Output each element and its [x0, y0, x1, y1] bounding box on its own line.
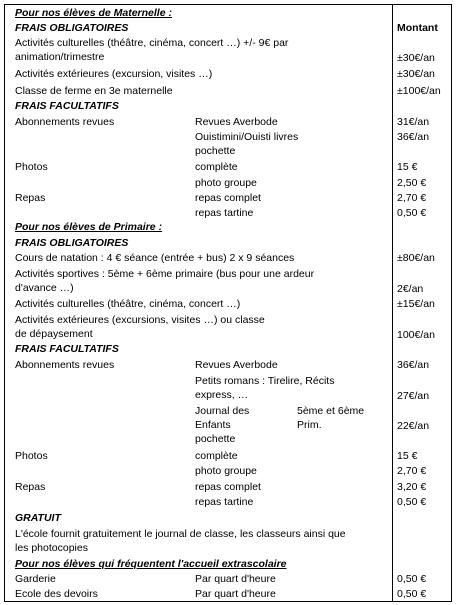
primaire-exterieures: Activités extérieures (excursions, visites …) ou classe	[15, 314, 265, 326]
maternelle-revue-averbode-amount: 31€/an	[397, 116, 430, 128]
maternelle-photo-complete-amount: 15 €	[397, 161, 418, 173]
primaire-obligatoires-title: FRAIS OBLIGATOIRES	[15, 237, 129, 249]
gratuit-title: GRATUIT	[15, 512, 61, 524]
maternelle-exterieures: Activités extérieures (excursion, visites …)	[15, 68, 213, 80]
primaire-revue-journal-pochette: pochette	[195, 433, 236, 445]
primaire-facultatifs-title: FRAIS FACULTATIFS	[15, 343, 119, 355]
montant-header: Montant	[397, 22, 438, 34]
primaire-photos: Photos	[15, 450, 48, 462]
maternelle-obligatoires-title: FRAIS OBLIGATOIRES	[15, 22, 129, 34]
primaire-revue-romans-amount: 27€/an	[397, 390, 430, 402]
maternelle-revue-ouistimini: Ouistimini/Ouisti livres	[195, 131, 299, 143]
primaire-repas-complet: repas complet	[195, 481, 261, 493]
maternelle-abonnements: Abonnements revues	[15, 116, 115, 128]
primaire-repas-complet-amount: 3,20 €	[397, 481, 427, 493]
maternelle-revue-averbode: Revues Averbode	[195, 116, 278, 128]
primaire-revue-journal-amount: 22€/an	[397, 420, 430, 432]
primaire-sportives: Activités sportives : 5ème + 6ème primaire (bus pour une ardeur	[15, 268, 315, 280]
maternelle-ferme-amount: ±100€/an	[397, 85, 441, 97]
maternelle-photo-groupe: photo groupe	[195, 177, 257, 189]
primaire-culturelles-amount: ±15€/an	[397, 298, 435, 310]
primaire-photo-complete-amount: 15 €	[397, 450, 418, 462]
primaire-exterieures-cont: de dépaysement	[15, 328, 93, 340]
maternelle-title: Pour nos élèves de Maternelle :	[15, 7, 172, 19]
amount-column-divider	[392, 5, 393, 601]
garderie-rate: Par quart d'heure	[195, 573, 276, 585]
primaire-revue-journal: Journal des	[195, 405, 250, 417]
maternelle-revue-ouistimini-cont: pochette	[195, 145, 236, 157]
maternelle-photos: Photos	[15, 161, 48, 173]
primaire-title: Pour nos élèves de Primaire :	[15, 221, 163, 233]
maternelle-repas-tartine-amount: 0,50 €	[397, 207, 427, 219]
maternelle-ferme: Classe de ferme en 3e maternelle	[15, 85, 173, 97]
primaire-revue-journal-note-cont: Prim.	[297, 419, 322, 431]
primaire-sportives-amount: 2€/an	[397, 283, 424, 295]
primaire-revue-averbode: Revues Averbode	[195, 359, 278, 371]
primaire-repas-tartine: repas tartine	[195, 496, 254, 508]
maternelle-facultatifs-title: FRAIS FACULTATIFS	[15, 100, 119, 112]
devoirs-rate: Par quart d'heure	[195, 588, 276, 600]
gratuit-text: L'école fournit gratuitement le journal de classe, les classeurs ainsi que	[15, 528, 346, 540]
primaire-photo-groupe: photo groupe	[195, 465, 257, 477]
garderie-label: Garderie	[15, 573, 56, 585]
primaire-abonnements: Abonnements revues	[15, 359, 115, 371]
extrascolaire-title: Pour nos élèves qui fréquentent l'accueil extrascolaire	[15, 558, 287, 570]
maternelle-repas-tartine: repas tartine	[195, 207, 254, 219]
primaire-natation-amount: ±80€/an	[397, 252, 435, 264]
primaire-repas-tartine-amount: 0,50 €	[397, 496, 427, 508]
primaire-revue-romans-cont: express, …	[195, 389, 249, 401]
maternelle-culturelles: Activités culturelles (théâtre, cinéma, concert …) +/- 9€ par	[15, 37, 289, 49]
primaire-repas: Repas	[15, 481, 46, 493]
maternelle-photo-groupe-amount: 2,50 €	[397, 177, 427, 189]
devoirs-label: Ecole des devoirs	[15, 588, 98, 600]
maternelle-revue-ouistimini-amount: 36€/an	[397, 131, 430, 143]
primaire-sportives-cont: d'avance …)	[15, 282, 74, 294]
devoirs-amount: 0,50 €	[397, 588, 427, 600]
maternelle-photo-complete: complète	[195, 161, 238, 173]
primaire-photo-complete: complète	[195, 450, 238, 462]
maternelle-repas-complet: repas complet	[195, 192, 261, 204]
garderie-amount: 0,50 €	[397, 573, 427, 585]
primaire-photo-groupe-amount: 2,70 €	[397, 465, 427, 477]
primaire-revue-journal-note: 5ème et 6ème	[297, 405, 365, 417]
maternelle-repas: Repas	[15, 192, 46, 204]
maternelle-culturelles-cont: animation/trimestre	[15, 51, 105, 63]
maternelle-repas-complet-amount: 2,70 €	[397, 192, 427, 204]
maternelle-exterieures-amount: ±30€/an	[397, 68, 435, 80]
primaire-revue-averbode-amount: 36€/an	[397, 359, 430, 371]
primaire-exterieures-amount: 100€/an	[397, 329, 435, 341]
primaire-culturelles: Activités culturelles (théâtre, cinéma, concert …)	[15, 298, 241, 310]
primaire-natation: Cours de natation : 4 € séance (entrée + bus) 2 x 9 séances	[15, 252, 295, 264]
gratuit-text-cont: les photocopies	[15, 542, 88, 554]
primaire-revue-journal-cont: Enfants	[195, 419, 231, 431]
primaire-revue-romans: Petits romans : Tirelire, Récits	[195, 375, 335, 387]
maternelle-culturelles-amount: ±30€/an	[397, 52, 435, 64]
